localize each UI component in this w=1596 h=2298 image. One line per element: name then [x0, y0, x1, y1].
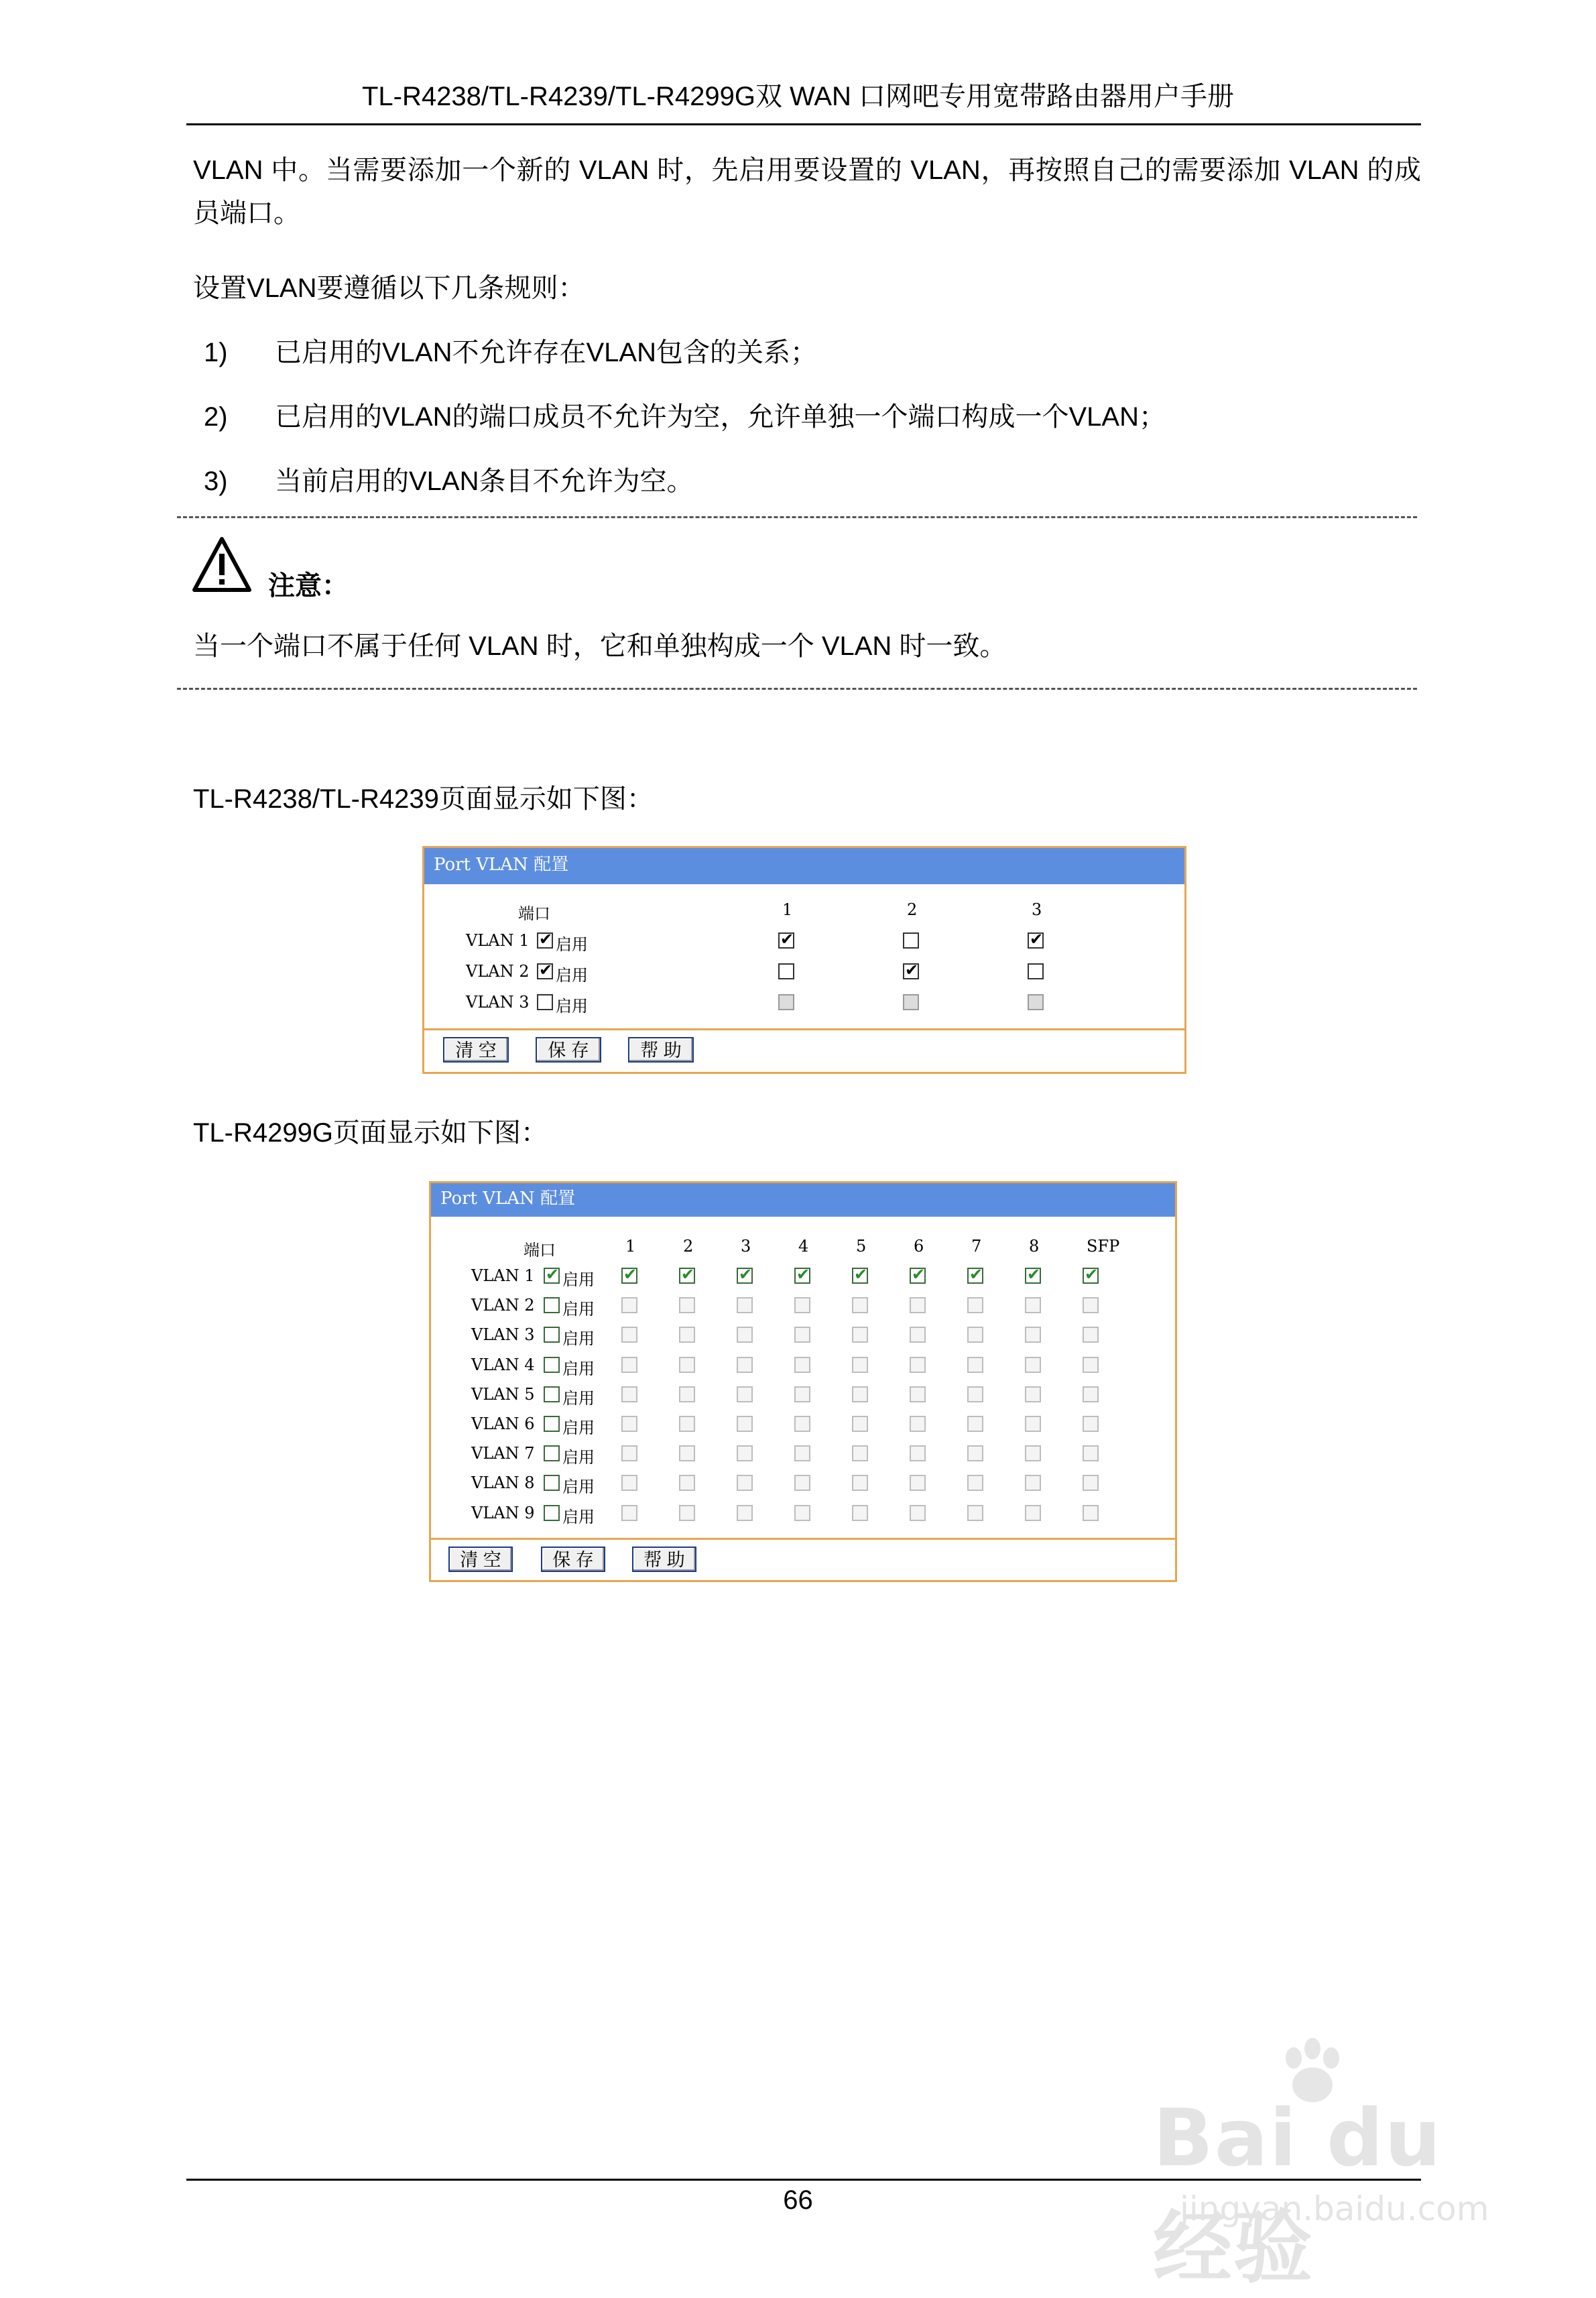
vlan-enable-checkbox[interactable]	[544, 1297, 560, 1313]
port-member-checkbox	[1083, 1357, 1099, 1373]
save-button[interactable]: 保 存	[541, 1547, 605, 1572]
port-member-checkbox	[679, 1297, 695, 1313]
note-bottom-divider	[177, 688, 1417, 690]
port-number-5: 5	[856, 1237, 867, 1256]
port-number-3: 3	[1032, 900, 1042, 919]
port-number-6: 6	[914, 1237, 924, 1256]
port-member-checkbox	[910, 1416, 926, 1432]
warning-triangle-icon	[192, 536, 252, 593]
vlan-row-label: VLAN 2	[466, 962, 530, 981]
port-member-checkbox[interactable]	[1028, 932, 1044, 949]
port-vlan-panel-r4299g	[429, 1181, 1177, 1582]
caption-r4299g: TL-R4299G页面显示如下图：	[193, 1118, 548, 1148]
port-member-checkbox	[1025, 1445, 1041, 1461]
port-member-checkbox	[852, 1505, 868, 1521]
rule-number: 2)	[204, 402, 228, 432]
port-member-checkbox	[967, 1357, 983, 1373]
port-member-checkbox	[967, 1327, 983, 1343]
port-member-checkbox	[1083, 1445, 1099, 1461]
port-member-checkbox	[967, 1416, 983, 1432]
vlan-enable-label: 启用	[556, 935, 588, 954]
port-member-checkbox[interactable]	[910, 1268, 926, 1284]
port-member-checkbox	[910, 1297, 926, 1313]
port-member-checkbox	[778, 994, 794, 1010]
vlan-enable-checkbox[interactable]	[544, 1475, 560, 1491]
port-member-checkbox	[794, 1416, 810, 1432]
port-member-checkbox[interactable]	[679, 1268, 695, 1284]
port-member-checkbox	[1083, 1505, 1099, 1521]
port-member-checkbox[interactable]	[778, 963, 794, 979]
port-member-checkbox	[621, 1445, 637, 1461]
port-member-checkbox	[1083, 1386, 1099, 1402]
panel-title: Port VLAN 配置	[431, 1183, 1175, 1217]
port-member-checkbox[interactable]	[903, 932, 919, 949]
port-member-checkbox	[1025, 1357, 1041, 1373]
port-number-2: 2	[907, 900, 918, 919]
port-member-checkbox[interactable]	[794, 1268, 810, 1284]
vlan-enable-checkbox[interactable]	[544, 1505, 560, 1521]
vlan-enable-checkbox[interactable]	[544, 1445, 560, 1461]
port-member-checkbox	[1028, 994, 1044, 1010]
vlan-row-label: VLAN 1	[466, 931, 530, 950]
vlan-enable-label: 启用	[562, 1329, 595, 1349]
port-member-checkbox	[794, 1475, 810, 1491]
panel-title: Port VLAN 配置	[424, 848, 1184, 884]
port-member-checkbox	[967, 1386, 983, 1402]
watermark-text: Bai du 经验	[1153, 2092, 1442, 2294]
vlan-enable-checkbox[interactable]	[537, 994, 553, 1010]
port-member-checkbox	[1025, 1505, 1041, 1521]
help-button[interactable]: 帮 助	[628, 1037, 694, 1063]
port-member-checkbox	[1025, 1386, 1041, 1402]
port-member-checkbox	[621, 1357, 637, 1373]
port-member-checkbox	[794, 1505, 810, 1521]
port-member-checkbox	[679, 1445, 695, 1461]
port-member-checkbox	[1025, 1297, 1041, 1313]
vlan-enable-checkbox[interactable]	[544, 1416, 560, 1432]
port-member-checkbox	[852, 1357, 868, 1373]
port-member-checkbox	[1025, 1475, 1041, 1491]
port-member-checkbox	[852, 1297, 868, 1313]
port-member-checkbox	[910, 1445, 926, 1461]
help-button[interactable]: 帮 助	[632, 1547, 696, 1572]
rule-number: 3)	[204, 467, 228, 496]
port-member-checkbox	[621, 1297, 637, 1313]
port-member-checkbox	[621, 1505, 637, 1521]
port-number-1: 1	[782, 900, 793, 919]
port-member-checkbox[interactable]	[967, 1268, 983, 1284]
port-member-checkbox	[737, 1386, 753, 1402]
vlan-enable-label: 启用	[562, 1270, 595, 1289]
port-member-checkbox	[621, 1386, 637, 1402]
vlan-enable-label: 启用	[562, 1300, 595, 1319]
port-member-checkbox	[1083, 1416, 1099, 1432]
port-member-checkbox	[852, 1386, 868, 1402]
port-member-checkbox	[737, 1297, 753, 1313]
vlan-enable-label: 启用	[556, 997, 588, 1016]
vlan-row-label: VLAN 1	[471, 1266, 535, 1285]
caption-r4238: TL-R4238/TL-R4239页面显示如下图：	[193, 784, 654, 814]
port-member-checkbox	[852, 1445, 868, 1461]
note-top-divider	[177, 516, 1417, 518]
port-member-checkbox	[737, 1327, 753, 1343]
port-member-checkbox	[737, 1357, 753, 1373]
port-member-checkbox	[1083, 1475, 1099, 1491]
vlan-row-label: VLAN 3	[466, 993, 530, 1012]
port-member-checkbox[interactable]	[737, 1268, 753, 1284]
port-member-checkbox	[794, 1327, 810, 1343]
save-button[interactable]: 保 存	[536, 1037, 601, 1063]
port-member-checkbox[interactable]	[903, 963, 919, 979]
port-member-checkbox	[794, 1386, 810, 1402]
vlan-row-label: VLAN 3	[471, 1325, 535, 1345]
vlan-enable-checkbox[interactable]	[544, 1357, 560, 1373]
rule-text: 已启用的VLAN不允许存在VLAN包含的关系；	[275, 338, 817, 367]
port-member-checkbox[interactable]	[852, 1268, 868, 1284]
port-member-checkbox	[737, 1505, 753, 1521]
vlan-enable-checkbox[interactable]	[544, 1327, 560, 1343]
note-label: 注意：	[268, 571, 349, 601]
port-member-checkbox	[679, 1327, 695, 1343]
port-member-checkbox[interactable]	[1028, 963, 1044, 979]
port-member-checkbox	[679, 1505, 695, 1521]
port-member-checkbox	[852, 1416, 868, 1432]
vlan-enable-checkbox[interactable]	[537, 932, 553, 949]
vlan-row-label: VLAN 4	[471, 1355, 535, 1374]
vlan-row-label: VLAN 2	[471, 1296, 535, 1315]
port-member-checkbox	[679, 1475, 695, 1491]
watermark-url: jingyan.baidu.com	[1180, 2189, 1489, 2228]
note-text: 当一个端口不属于任何 VLAN 时，它和单独构成一个 VLAN 时一致。	[193, 631, 1007, 661]
header-title: TL-R4238/TL-R4239/TL-R4299G双 WAN 口网吧专用宽带路由器用户手册	[361, 82, 1234, 111]
port-number-4: 4	[798, 1237, 809, 1256]
port-number-sfp: SFP	[1087, 1237, 1120, 1256]
port-member-checkbox	[794, 1357, 810, 1373]
port-member-checkbox	[910, 1386, 926, 1402]
port-column-header: 端口	[524, 1241, 556, 1260]
port-column-header: 端口	[518, 904, 550, 923]
header-rule	[186, 123, 1421, 125]
port-number-8: 8	[1029, 1237, 1040, 1256]
baidu-jingyan-watermark	[1140, 2038, 1515, 2294]
port-member-checkbox	[1083, 1327, 1099, 1343]
port-number-1: 1	[625, 1237, 636, 1256]
port-member-checkbox	[794, 1297, 810, 1313]
port-vlan-panel-r4238	[422, 846, 1186, 1074]
vlan-enable-label: 启用	[562, 1448, 595, 1467]
port-member-checkbox	[737, 1416, 753, 1432]
vlan-row-label: VLAN 5	[471, 1384, 535, 1404]
port-member-checkbox	[910, 1505, 926, 1521]
port-member-checkbox	[903, 994, 919, 1010]
port-number-3: 3	[741, 1237, 751, 1256]
vlan-enable-checkbox[interactable]	[537, 963, 553, 979]
port-member-checkbox	[852, 1327, 868, 1343]
port-member-checkbox[interactable]	[778, 932, 794, 949]
vlan-enable-checkbox[interactable]	[544, 1268, 560, 1284]
port-member-checkbox	[852, 1475, 868, 1491]
panel-footer	[424, 1028, 1184, 1072]
port-member-checkbox	[1025, 1416, 1041, 1432]
port-member-checkbox	[967, 1475, 983, 1491]
port-member-checkbox	[967, 1445, 983, 1461]
port-member-checkbox	[679, 1386, 695, 1402]
panel-footer	[431, 1538, 1175, 1580]
rule-text: 已启用的VLAN的端口成员不允许为空，允许单独一个端口构成一个VLAN；	[275, 402, 1166, 432]
port-member-checkbox	[621, 1327, 637, 1343]
vlan-enable-label: 启用	[556, 966, 588, 985]
port-member-checkbox[interactable]	[1025, 1268, 1041, 1284]
vlan-enable-label: 启用	[562, 1477, 595, 1497]
port-member-checkbox	[737, 1475, 753, 1491]
vlan-enable-label: 启用	[562, 1388, 595, 1408]
port-member-checkbox	[794, 1445, 810, 1461]
vlan-enable-checkbox[interactable]	[544, 1386, 560, 1402]
clear-button[interactable]: 清 空	[443, 1037, 509, 1063]
port-member-checkbox	[679, 1357, 695, 1373]
port-member-checkbox	[910, 1475, 926, 1491]
port-member-checkbox	[967, 1297, 983, 1313]
vlan-row-label: VLAN 7	[471, 1444, 535, 1463]
vlan-row-label: VLAN 9	[471, 1503, 535, 1522]
rules-title: 设置VLAN要遵循以下几条规则：	[193, 274, 585, 303]
port-member-checkbox	[1025, 1327, 1041, 1343]
port-member-checkbox	[1083, 1297, 1099, 1313]
port-member-checkbox	[621, 1416, 637, 1432]
page-number: 66	[783, 2185, 813, 2215]
clear-button[interactable]: 清 空	[448, 1547, 513, 1572]
vlan-row-label: VLAN 8	[471, 1473, 535, 1493]
rule-number: 1)	[204, 338, 228, 367]
port-member-checkbox	[621, 1475, 637, 1491]
vlan-enable-label: 启用	[562, 1507, 595, 1526]
port-member-checkbox	[910, 1327, 926, 1343]
intro-paragraph: VLAN 中。当需要添加一个新的 VLAN 时，先启用要设置的 VLAN，再按照自己的需要添加 VLAN 的成员端口。	[193, 156, 1421, 228]
port-member-checkbox	[679, 1416, 695, 1432]
vlan-enable-label: 启用	[562, 1418, 595, 1437]
rule-text: 当前启用的VLAN条目不允许为空。	[275, 467, 694, 496]
port-member-checkbox	[910, 1357, 926, 1373]
vlan-row-label: VLAN 6	[471, 1414, 535, 1433]
port-member-checkbox	[737, 1445, 753, 1461]
port-number-7: 7	[971, 1237, 982, 1256]
port-member-checkbox	[967, 1505, 983, 1521]
vlan-enable-label: 启用	[562, 1359, 595, 1378]
port-member-checkbox[interactable]	[621, 1268, 637, 1284]
port-member-checkbox[interactable]	[1083, 1268, 1099, 1284]
port-number-2: 2	[683, 1237, 694, 1256]
